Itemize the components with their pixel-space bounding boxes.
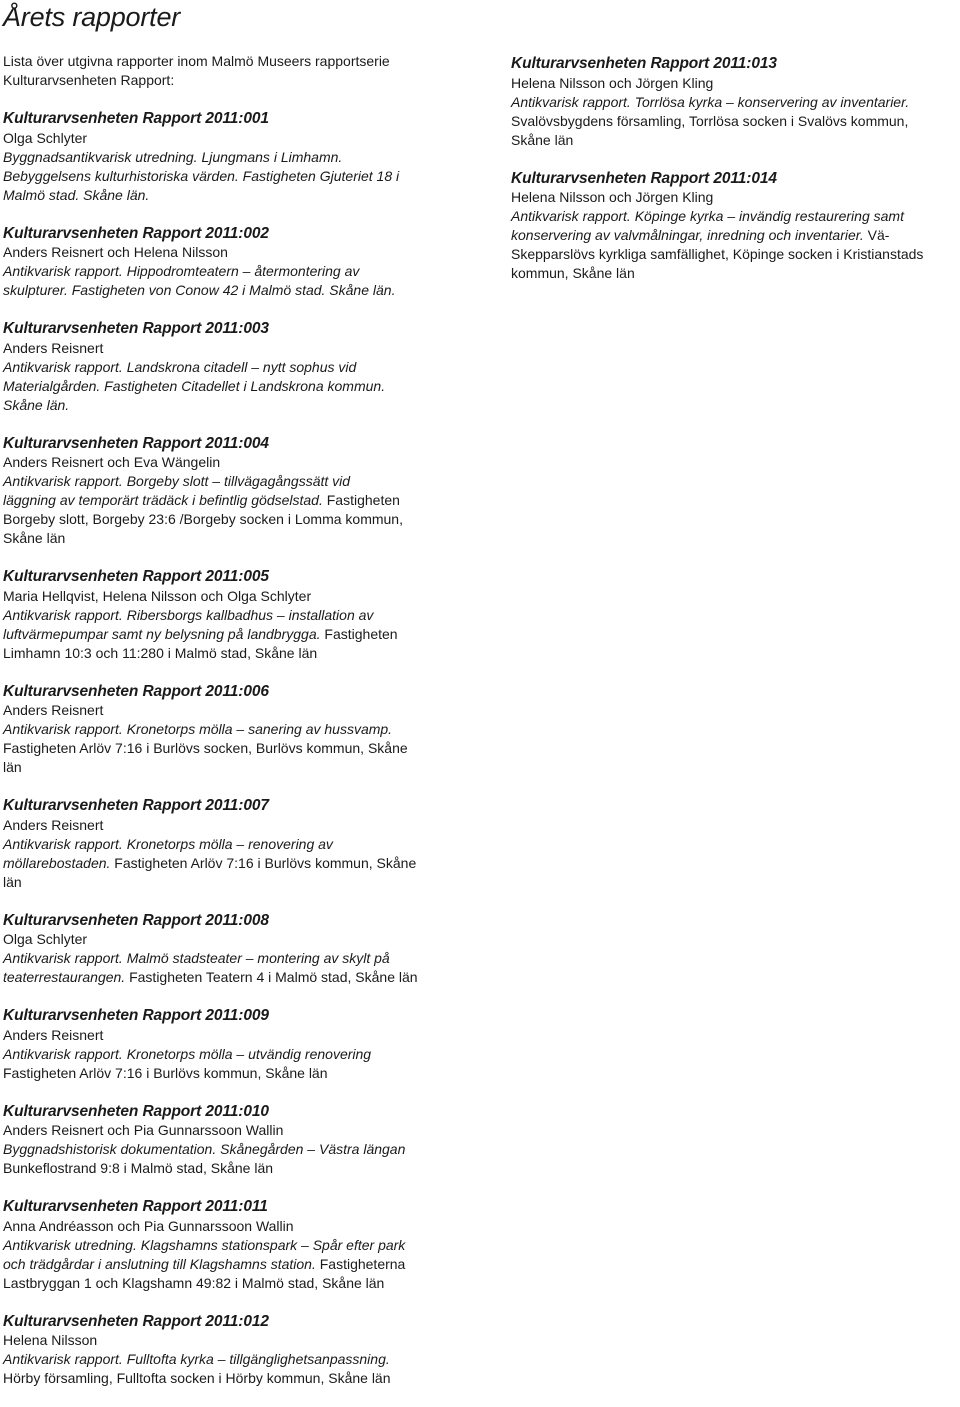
description-line xyxy=(511,264,959,283)
right-column xyxy=(511,54,959,302)
description-line xyxy=(511,207,959,226)
report-heading: Kulturarvsenheten Rapport 2011:009 xyxy=(3,1007,269,1024)
description-line xyxy=(3,377,473,396)
description-line xyxy=(3,949,473,968)
report-description xyxy=(3,1236,473,1293)
description-segment: Antikvarisk utredning. Klagshamns stationspark – Spår efter park xyxy=(3,1236,406,1253)
description-segment: Fastigheten Teatern 4 i Malmö stad, Skåne län xyxy=(125,969,418,985)
left-report-list xyxy=(3,109,473,1388)
description-segment: Lastbryggan 1 och Klagshamn 49:82 i Malmö stad, Skåne län xyxy=(3,1274,385,1291)
report-heading: Kulturarvsenheten Rapport 2011:013 xyxy=(511,55,777,72)
description-line xyxy=(3,873,473,892)
report-authors: Anders Reisnert xyxy=(3,702,104,718)
description-segment: möllarebostaden. xyxy=(3,854,111,871)
report-heading: Kulturarvsenheten Rapport 2011:005 xyxy=(3,568,269,585)
report-heading: Kulturarvsenheten Rapport 2011:003 xyxy=(3,320,269,337)
report-authors: Anders Reisnert och Eva Wängelin xyxy=(3,454,221,470)
report-description xyxy=(3,949,473,987)
description-segment: Limhamn 10:3 och 11:280 i Malmö stad, Skåne län xyxy=(3,644,318,661)
description-segment: Malmö stad. Skåne län. xyxy=(3,186,150,203)
description-line xyxy=(3,1159,473,1178)
description-line xyxy=(511,112,959,131)
report-description xyxy=(3,148,473,205)
report-authors: Helena Nilsson och Jörgen Kling xyxy=(511,74,714,91)
description-segment: Bebyggelsens kulturhistoriska värden. Fastigheten Gjuteriet 18 i xyxy=(3,167,400,184)
description-segment: Fastigheten Arlöv 7:16 i Burlövs socken, Burlövs kommun, Skåne xyxy=(3,740,408,756)
description-segment: Antikvarisk rapport. Köpinge kyrka – invändig restaurering samt xyxy=(511,208,904,224)
description-segment: Fastigheten xyxy=(322,492,400,508)
description-segment: Antikvarisk rapport. Landskrona citadell – nytt sophus vid xyxy=(3,358,357,375)
description-line xyxy=(511,93,959,112)
description-line xyxy=(3,472,473,491)
description-segment: läggning av temporärt trädäck i befintlig gödselstad. xyxy=(3,492,323,508)
report-entry xyxy=(3,434,473,549)
description-segment: Antikvarisk rapport. Torrlösa kyrka – konservering av inventarier. xyxy=(511,93,910,110)
description-line xyxy=(3,968,473,987)
report-authors: Olga Schlyter xyxy=(3,931,88,947)
report-authors: Olga Schlyter xyxy=(3,129,88,146)
description-segment: Skåne län. xyxy=(3,396,70,413)
report-heading: Kulturarvsenheten Rapport 2011:012 xyxy=(3,1312,269,1330)
intro-line: Kulturarvsenheten Rapport: xyxy=(3,72,175,88)
report-description xyxy=(3,1350,473,1388)
report-entry xyxy=(3,109,473,205)
report-heading: Kulturarvsenheten Rapport 2011:004 xyxy=(3,434,269,452)
report-entry xyxy=(3,1006,473,1083)
description-segment: konservering av valvmålningar, inredning och inventarier. xyxy=(511,227,864,243)
description-segment: län xyxy=(3,873,22,890)
report-heading: Kulturarvsenheten Rapport 2011:011 xyxy=(3,1198,268,1215)
description-line xyxy=(3,529,473,548)
description-line xyxy=(3,1274,473,1293)
report-entry xyxy=(3,567,473,663)
report-description xyxy=(511,93,959,150)
description-line xyxy=(3,1255,473,1274)
report-entry xyxy=(511,54,959,150)
description-segment: Antikvarisk rapport. Fulltofta kyrka – tillgänglighetsanpassning. xyxy=(3,1351,390,1367)
report-authors: Anders Reisnert och Pia Gunnarssoon Wallin xyxy=(3,1122,284,1138)
report-heading: Kulturarvsenheten Rapport 2011:007 xyxy=(3,797,269,814)
description-line xyxy=(3,167,473,186)
description-line xyxy=(3,262,473,281)
report-entry xyxy=(3,224,473,301)
description-line xyxy=(3,854,473,873)
report-authors: Anders Reisnert xyxy=(3,1026,104,1043)
report-description xyxy=(511,207,959,283)
description-line xyxy=(3,1369,473,1388)
description-line xyxy=(3,510,473,529)
description-segment: Byggnadsantikvarisk utredning. Ljungmans i Limhamn. xyxy=(3,148,343,165)
description-line xyxy=(3,358,473,377)
description-segment: Antikvarisk rapport. Kronetorps mölla – sanering av hussvamp. xyxy=(3,721,393,737)
description-segment: Byggnadshistorisk dokumentation. Skånegården – Västra längan xyxy=(3,1141,406,1157)
description-line xyxy=(3,739,473,758)
report-heading: Kulturarvsenheten Rapport 2011:014 xyxy=(511,169,777,187)
left-column xyxy=(3,52,473,1407)
page-title: Årets rapporter xyxy=(3,2,181,32)
report-entry xyxy=(3,1102,473,1179)
report-entry xyxy=(3,1197,473,1293)
description-line xyxy=(3,644,473,663)
description-line xyxy=(3,491,473,510)
report-description xyxy=(3,606,473,663)
description-line xyxy=(511,245,959,264)
description-line xyxy=(3,720,473,739)
report-entry xyxy=(3,911,473,988)
report-authors: Helena Nilsson och Jörgen Kling xyxy=(511,189,714,205)
description-segment: teaterrestaurangen. xyxy=(3,969,126,985)
report-authors: Maria Hellqvist, Helena Nilsson och Olga Schlyter xyxy=(3,587,312,604)
description-segment: Antikvarisk rapport. Ribersborgs kallbadhus – installation av xyxy=(3,606,374,623)
report-description xyxy=(3,1045,473,1083)
description-segment: Fastigheterna xyxy=(315,1255,406,1272)
description-line xyxy=(3,1236,473,1255)
report-heading: Kulturarvsenheten Rapport 2011:001 xyxy=(3,110,269,127)
description-segment: Svalövsbygdens församling, Torrlösa socken i Svalövs kommun, xyxy=(511,112,909,129)
description-line xyxy=(3,758,473,777)
description-segment: län xyxy=(3,759,22,775)
description-segment: Fastigheten Arlöv 7:16 i Burlövs kommun, Skåne län xyxy=(3,1064,328,1081)
description-segment: Vä- xyxy=(863,227,890,243)
description-segment: och trädgårdar i anslutning till Klagshamns station. xyxy=(3,1255,316,1272)
report-entry xyxy=(511,169,959,284)
description-segment: luftvärmepumpar samt ny belysning på landbrygga. xyxy=(3,625,321,642)
report-heading: Kulturarvsenheten Rapport 2011:008 xyxy=(3,911,269,929)
description-segment: Skepparslövs kyrkliga samfällighet, Köpinge socken i Kristianstads xyxy=(511,246,924,262)
report-entry xyxy=(3,682,473,778)
description-line xyxy=(3,281,473,300)
description-segment: Antikvarisk rapport. Kronetorps mölla – utvändig renovering xyxy=(3,1045,372,1062)
description-line xyxy=(3,1140,473,1159)
report-description xyxy=(3,835,473,892)
description-segment: Skåne län xyxy=(3,530,66,546)
description-segment: Antikvarisk rapport. Hippodromteatern – återmontering av xyxy=(3,263,360,279)
description-segment: Bunkeflostrand 9:8 i Malmö stad, Skåne län xyxy=(3,1160,274,1176)
description-segment: skulpturer. Fastigheten von Conow 42 i Malmö stad. Skåne län. xyxy=(3,282,396,298)
report-description xyxy=(3,720,473,777)
description-line xyxy=(3,396,473,415)
description-line xyxy=(3,835,473,854)
description-segment: Fastigheten Arlöv 7:16 i Burlövs kommun, Skåne xyxy=(110,854,417,871)
description-segment: Fastigheten xyxy=(320,625,398,642)
report-description xyxy=(3,1140,473,1178)
description-segment: Hörby församling, Fulltofta socken i Hörby kommun, Skåne län xyxy=(3,1370,391,1386)
description-line xyxy=(3,606,473,625)
description-line xyxy=(3,148,473,167)
intro-line: Lista över utgivna rapporter inom Malmö Museers rapportserie xyxy=(3,53,390,69)
description-line xyxy=(3,1045,473,1064)
report-description xyxy=(3,472,473,548)
description-line xyxy=(511,226,959,245)
report-authors: Anders Reisnert och Helena Nilsson xyxy=(3,244,228,260)
description-segment: kommun, Skåne län xyxy=(511,265,635,281)
report-description xyxy=(3,262,473,300)
description-line xyxy=(3,186,473,205)
report-heading: Kulturarvsenheten Rapport 2011:010 xyxy=(3,1102,269,1120)
report-authors: Anders Reisnert xyxy=(3,339,104,356)
description-segment: Materialgården. Fastigheten Citadellet i Landskrona kommun. xyxy=(3,377,386,394)
description-segment: Borgeby slott, Borgeby 23:6 /Borgeby socken i Lomma kommun, xyxy=(3,511,403,527)
report-authors: Anders Reisnert xyxy=(3,816,104,833)
description-segment: Skåne län xyxy=(511,131,574,148)
report-heading: Kulturarvsenheten Rapport 2011:002 xyxy=(3,224,269,242)
description-line xyxy=(511,131,959,150)
report-heading: Kulturarvsenheten Rapport 2011:006 xyxy=(3,682,269,700)
report-entry xyxy=(3,1312,473,1389)
report-authors: Anna Andréasson och Pia Gunnarssoon Wallin xyxy=(3,1217,294,1234)
description-segment: Antikvarisk rapport. Malmö stadsteater – montering av skylt på xyxy=(3,950,390,966)
intro-text xyxy=(3,52,473,90)
description-segment: Antikvarisk rapport. Kronetorps mölla – renovering av xyxy=(3,835,333,852)
report-description xyxy=(3,358,473,415)
description-line xyxy=(3,625,473,644)
description-segment: Antikvarisk rapport. Borgeby slott – tillvägagångssätt vid xyxy=(3,473,351,489)
right-report-list xyxy=(511,54,959,283)
report-authors: Helena Nilsson xyxy=(3,1332,98,1348)
report-entry xyxy=(3,319,473,415)
description-line xyxy=(3,1350,473,1369)
description-line xyxy=(3,1064,473,1083)
report-entry xyxy=(3,796,473,892)
